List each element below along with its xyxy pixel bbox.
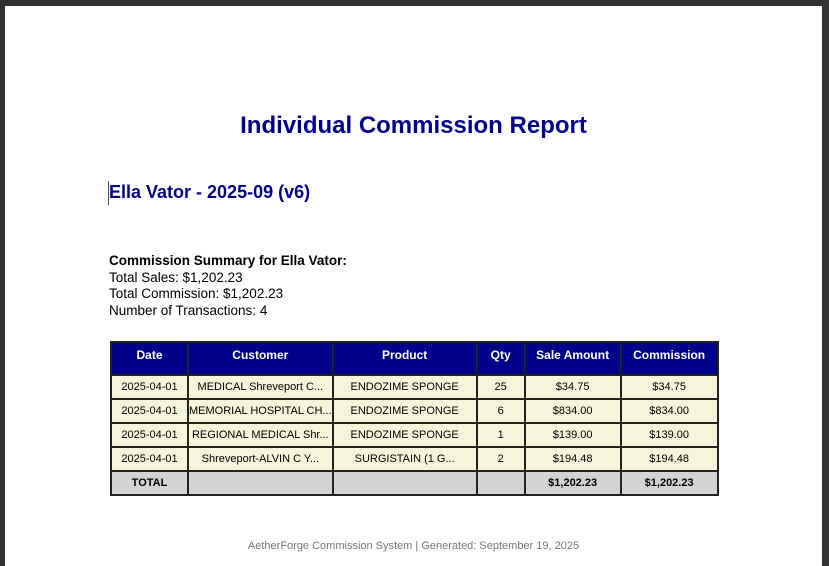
table-header-row (111, 342, 718, 375)
report-footer: AetherForge Commission System | Generated: September 19, 2025 (247, 540, 580, 552)
total-commission: Total Commission: $1,202.23 (109, 286, 284, 301)
table-cell: $194.48 (621, 447, 718, 471)
table-row (111, 399, 718, 423)
table-cell: $139.00 (525, 423, 621, 447)
table-cell: $834.00 (621, 399, 718, 423)
column-header: Commission (621, 342, 718, 375)
table-cell: $194.48 (525, 447, 621, 471)
table-row (111, 447, 718, 471)
total-cell (333, 471, 477, 495)
table-cell: 2025-04-01 (111, 399, 188, 423)
summary-heading: Commission Summary for Ella Vator: (109, 253, 347, 268)
table-cell: $34.75 (525, 375, 621, 399)
transaction-count: Number of Transactions: 4 (109, 302, 268, 318)
column-header: Date (111, 342, 188, 375)
column-header: Product (333, 342, 477, 375)
total-row (111, 471, 718, 495)
table-cell: $34.75 (621, 375, 718, 399)
report-subtitle: Ella Vator - 2025-09 (v6) (109, 182, 311, 202)
total-cell: TOTAL (111, 471, 188, 495)
table-cell: 2025-04-01 (111, 375, 188, 399)
table-cell: Shreveport-ALVIN C Y... (188, 447, 333, 471)
report-page (5, 6, 822, 566)
column-header: Qty (477, 342, 525, 375)
table-cell: REGIONAL MEDICAL Shr... (188, 423, 333, 447)
table-row (111, 375, 718, 399)
commission-summary (109, 253, 347, 319)
column-header: Sale Amount (525, 342, 621, 375)
table-row (111, 423, 718, 447)
report-title: Individual Commission Report (240, 112, 587, 139)
table-cell: MEMORIAL HOSPITAL CH... (188, 399, 333, 423)
table-cell: 2025-04-01 (111, 423, 188, 447)
table-cell: 25 (477, 375, 525, 399)
table-cell: ENDOZIME SPONGE (333, 375, 477, 399)
table-cell: $139.00 (621, 423, 718, 447)
total-cell: $1,202.23 (525, 471, 621, 495)
total-cell (477, 471, 525, 495)
table-cell: MEDICAL Shreveport C... (188, 375, 333, 399)
table-cell: 2025-04-01 (111, 447, 188, 471)
commission-table (110, 341, 719, 496)
table-cell: ENDOZIME SPONGE (333, 423, 477, 447)
table-cell: ENDOZIME SPONGE (333, 399, 477, 423)
column-header: Customer (188, 342, 333, 375)
total-sales: Total Sales: $1,202.23 (109, 269, 243, 285)
total-cell (188, 471, 333, 495)
table-cell: 6 (477, 399, 525, 423)
table-cell: 1 (477, 423, 525, 447)
table-cell: 2 (477, 447, 525, 471)
table-cell: $834.00 (525, 399, 621, 423)
total-cell: $1,202.23 (621, 471, 718, 495)
table-cell: SURGISTAIN (1 G... (333, 447, 477, 471)
